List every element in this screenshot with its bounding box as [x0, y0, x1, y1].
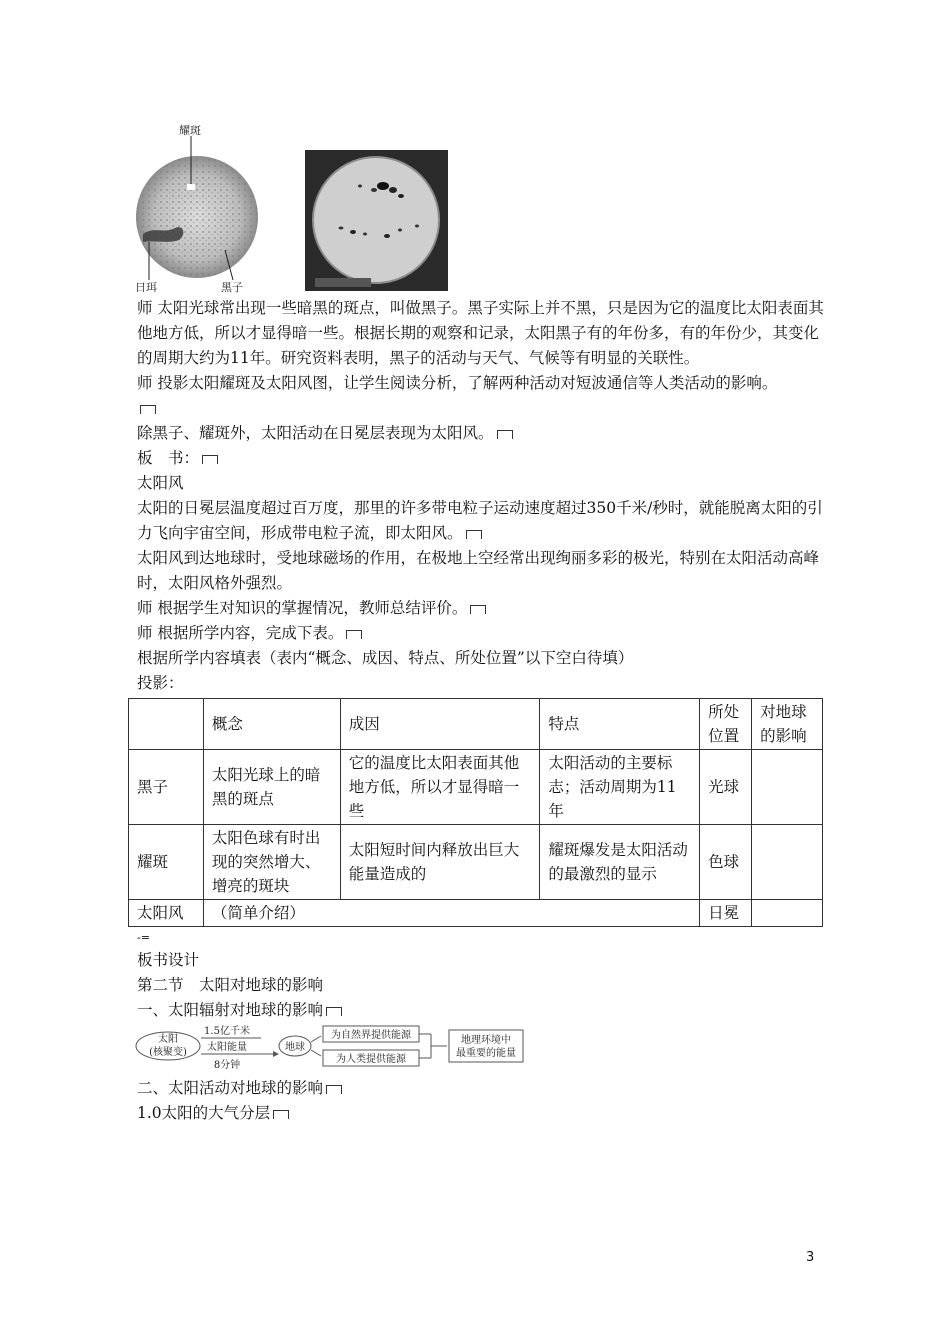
table-cell: 色球	[700, 825, 752, 900]
sunspot-photo-image	[305, 150, 448, 291]
paragraph-aurora: 太阳风到达地球时，受地球磁场的作用，在极地上空经常出现绚丽多彩的极光，特别在太阳活动高峰时，太阳风格外强烈。	[137, 549, 820, 592]
paragraph-evaluation	[137, 596, 827, 621]
diagram-sun: 太阳	[158, 1034, 178, 1045]
table-cell: 耀斑	[129, 825, 204, 900]
table-cell: 太阳短时间内释放出巨大能量造成的	[340, 825, 540, 900]
table-cell: 它的温度比太阳表面其他地方低，所以才显得暗一些	[340, 750, 540, 825]
sun-activity-figure	[135, 122, 265, 292]
paragraph-solar-wind-title: 太阳风	[137, 474, 184, 492]
paragraph-projection	[137, 371, 827, 421]
table-header-cell: 概念	[203, 699, 340, 750]
paragraph-solar-wind-intro	[137, 421, 827, 446]
table-header-cell: 成因	[340, 699, 540, 750]
paragraph-sunspot: 师 太阳光球常出现一些暗黑的斑点，叫做黑子。黑子实际上并不黑，只是因为它的温度比太阳表面其他地方低，所以才显得暗一些。根据长期的观察和记录，太阳黑子有的年份多，有的年份少，其变化的周期大约为11年。研究资料表明，黑子的活动与天气、气候等有明显的关联性。	[137, 299, 824, 367]
table-row	[129, 750, 823, 825]
diagram-result-line2: 最重要的能量	[456, 1048, 516, 1059]
table-row	[129, 900, 823, 927]
edit-mark	[346, 630, 362, 639]
diagram-nature: 为自然界提供能源	[331, 1030, 411, 1041]
table-row	[129, 825, 823, 900]
edit-mark	[140, 405, 156, 414]
table-header-cell: 对地球的影响	[752, 699, 823, 750]
section-title: 第二节 太阳对地球的影响	[137, 976, 324, 994]
heading-activity	[137, 1076, 827, 1101]
board-design-title: 板书设计	[137, 951, 200, 969]
paragraph-projection-text: 师 投影太阳耀斑及太阳风图，让学生阅读分析，了解两种活动对短波通信等人类活动的影响。	[137, 374, 778, 392]
solar-wind-desc-text: 太阳的日冕层温度超过百万度，那里的许多带电粒子运动速度超过350千米/秒时，就能脱离太阳的引力飞向宇宙空间，形成带电粒子流，即太阳风。	[137, 499, 823, 542]
table-header-cell: 特点	[540, 699, 700, 750]
table-header-cell	[129, 699, 204, 750]
solar-radiation-diagram	[135, 1022, 525, 1074]
table-cell: 太阳色球有时出现的突然增大、增亮的斑块	[203, 825, 340, 900]
text-block-bottom	[137, 928, 827, 1023]
edit-mark	[273, 1110, 289, 1119]
solar-activity-table	[128, 698, 823, 927]
diagram-fusion: (核聚变)	[149, 1047, 187, 1058]
flare-label: 耀斑	[179, 124, 201, 137]
page-number: 3	[806, 1250, 815, 1265]
diagram-result-line1: 地理环境中	[461, 1035, 511, 1046]
table-header-cell: 所处位置	[700, 699, 752, 750]
edit-mark	[497, 430, 513, 439]
paragraph-table-task	[137, 621, 827, 646]
table-cell: 太阳活动的主要标志；活动周期为11年	[540, 750, 700, 825]
heading-radiation-text: 一、太阳辐射对地球的影响	[137, 1001, 324, 1019]
diagram-time: 8分钟	[213, 1060, 241, 1071]
sunspot-label: 黑子	[221, 281, 243, 294]
heading-radiation	[137, 998, 827, 1023]
table-cell	[752, 825, 823, 900]
diagram-human: 为人类提供能源	[336, 1054, 406, 1065]
paragraph-fill-table: 根据所学内容填表（表内“概念、成因、特点、所处位置”以下空白待填）	[137, 649, 634, 667]
sunspot-photo-figure	[305, 150, 448, 291]
table-header-row	[129, 699, 823, 750]
sun-surface-image	[135, 122, 265, 292]
figures-area	[135, 122, 465, 292]
edit-mark	[202, 455, 218, 464]
heading-activity-text: 二、太阳活动对地球的影响	[137, 1079, 324, 1097]
table-cell: 太阳风	[129, 900, 204, 927]
table-cell: 太阳光球上的暗黑的斑点	[203, 750, 340, 825]
heading-atmosphere-layers-text: 1.0太阳的大气分层	[137, 1104, 271, 1122]
table-cell: 黑子	[129, 750, 204, 825]
diagram-distance: 1.5亿千米	[204, 1026, 250, 1037]
diagram-energy: 太阳能量	[207, 1042, 247, 1053]
board-text: 板 书：	[137, 449, 200, 467]
diagram-earth: 地球	[285, 1042, 305, 1053]
paragraph-projection-label: 投影：	[137, 674, 184, 692]
table-cell	[752, 750, 823, 825]
table-cell: 耀斑爆发是太阳活动的最激烈的显示	[540, 825, 700, 900]
solar-wind-intro-text: 除黑子、耀斑外，太阳活动在日冕层表现为太阳风。	[137, 424, 494, 442]
text-block-final	[137, 1076, 827, 1126]
heading-atmosphere-layers	[137, 1101, 827, 1126]
table-cell: 日冕	[700, 900, 752, 927]
table-cell: （简单介绍）	[203, 900, 699, 927]
paragraph-board	[137, 446, 827, 471]
edit-mark	[326, 1085, 342, 1094]
radiation-flow-svg	[135, 1022, 525, 1074]
table-cell: 光球	[700, 750, 752, 825]
table-end-mark: -=	[137, 931, 150, 944]
prominence-label: 日珥	[135, 281, 157, 294]
evaluation-text: 师 根据学生对知识的掌握情况，教师总结评价。	[137, 599, 468, 617]
table-task-text: 师 根据所学内容，完成下表。	[137, 624, 344, 642]
edit-mark	[326, 1007, 342, 1016]
edit-mark	[470, 605, 486, 614]
edit-mark	[466, 530, 482, 539]
paragraph-solar-wind-desc	[137, 496, 827, 546]
text-block-top	[137, 296, 827, 696]
table-cell	[752, 900, 823, 927]
